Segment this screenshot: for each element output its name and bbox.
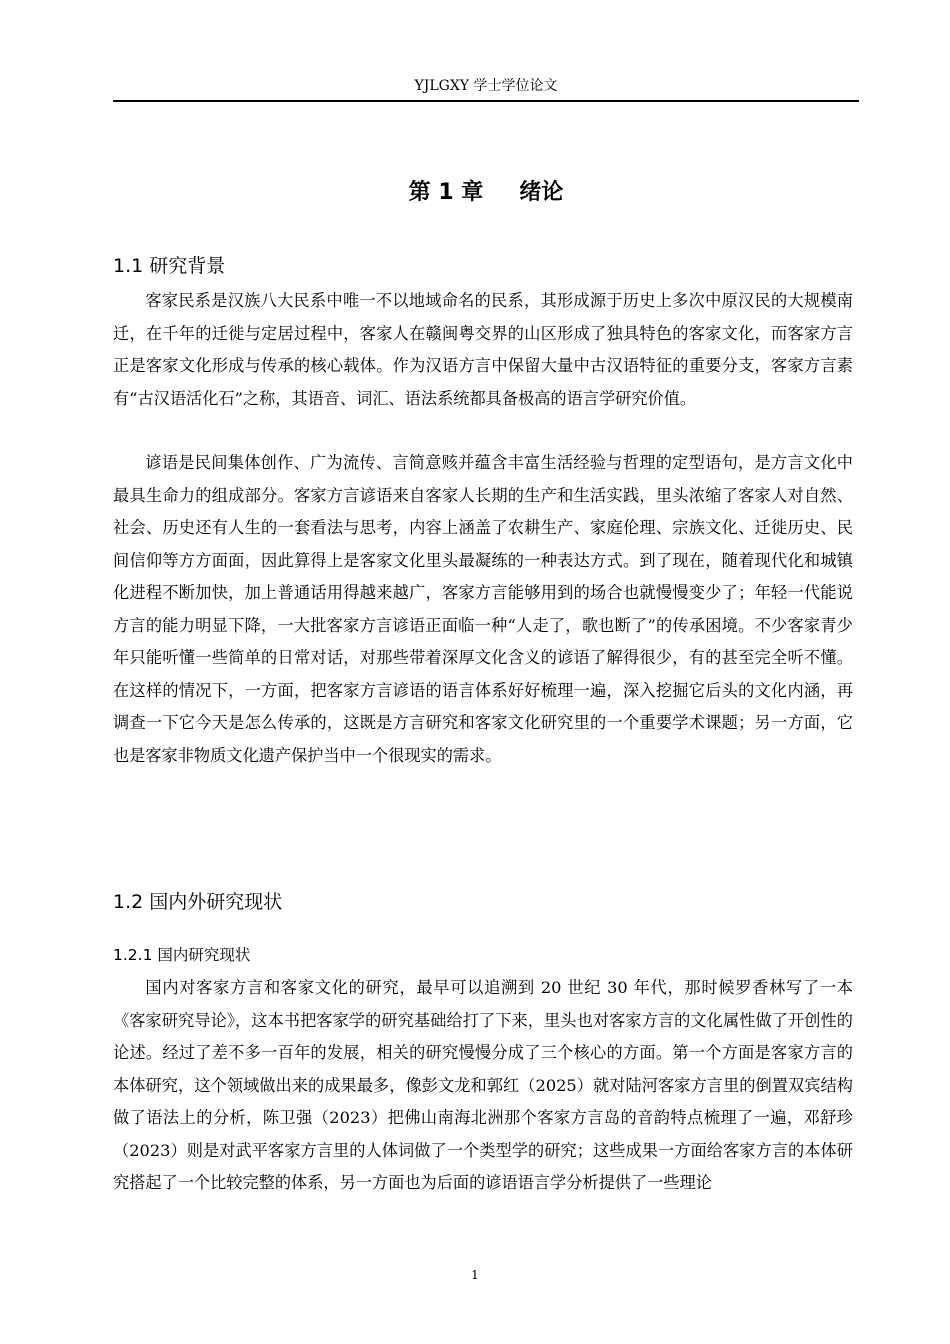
chapter-title	[113, 176, 859, 210]
paragraph-domestic-research: 国内对客家方言和客家文化的研究，最早可以追溯到 20 世纪 30 年代，那时候罗香林写了一本《客家研究导论》，这本书把客家学的研究基础给打了下来，里头也对客家方言的文化属性做了开创性的论述。经过了差不多一百年的发展，相关的研究慢慢分成了三个核心的方面。第一个方面是客家方言的本体研究，这个领域做出来的成果最多，像彭文龙和郭红（2025）就对陆河客家方言里的倒置双宾结构做了语法上的分析，陈卫强（2023）把佛山南海北洲那个客家方言岛的音韵特点梳理了一遍，邓舒珍（2023）则是对武平客家方言里的人体词做了一个类型学的研究；这些成果一方面给客家方言的本体研究搭起了一个比较完整的体系，另一方面也为后面的谚语语言学分析提供了一些理论	[113, 978, 853, 1192]
chapter-number: 第 1 章	[408, 180, 484, 205]
paragraph-background-1: 客家民系是汉族八大民系中唯一不以地域命名的民系，其形成源于历史上多次中原汉民的大规模南迁，在千年的迁徙与定居过程中，客家人在赣闽粤交界的山区形成了独具特色的客家文化，而客家方言正是客家文化形成与传承的核心载体。作为汉语方言中保留大量中古汉语特征的重要分支，客家方言素有“古汉语活化石”之称，其语音、词汇、语法系统都具备极高的语言学研究价值。	[113, 291, 853, 408]
section-heading-1-2: 1.2 国内外研究现状	[113, 891, 283, 913]
section-heading-1-1: 1.1 研究背景	[113, 255, 226, 277]
chapter-name: 绪论	[519, 180, 564, 205]
header-rule	[113, 100, 859, 102]
subsection-heading-1-2-1: 1.2.1 国内研究现状	[113, 946, 251, 964]
running-header: YJLGXY 学士学位论文	[414, 78, 558, 94]
page-number: 1	[471, 1268, 479, 1282]
paragraph-background-2: 谚语是民间集体创作、广为流传、言简意赅并蕴含丰富生活经验与哲理的定型语句，是方言文化中最具生命力的组成部分。客家方言谚语来自客家人长期的生产和生活实践，里头浓缩了客家人对自然、社会、历史还有人生的一套看法与思考，内容上涵盖了农耕生产、家庭伦理、宗族文化、迁徙历史、民间信仰等方方面面，因此算得上是客家文化里头最凝练的一种表达方式。到了现在，随着现代化和城镇化进程不断加快，加上普通话用得越来越广，客家方言能够用到的场合也就慢慢变少了；年轻一代能说方言的能力明显下降，一大批客家方言谚语正面临一种“人走了，歌也断了”的传承困境。不少客家青少年只能听懂一些简单的日常对话，对那些带着深厚文化含义的谚语了解得很少，有的甚至完全听不懂。在这样的情况下，一方面，把客家方言谚语的语言体系好好梳理一遍，深入挖掘它后头的文化内涵，再调查一下它今天是怎么传承的，这既是方言研究和客家文化研究里的一个重要学术课题；另一方面，它也是客家非物质文化遗产保护当中一个很现实的需求。	[113, 453, 853, 765]
